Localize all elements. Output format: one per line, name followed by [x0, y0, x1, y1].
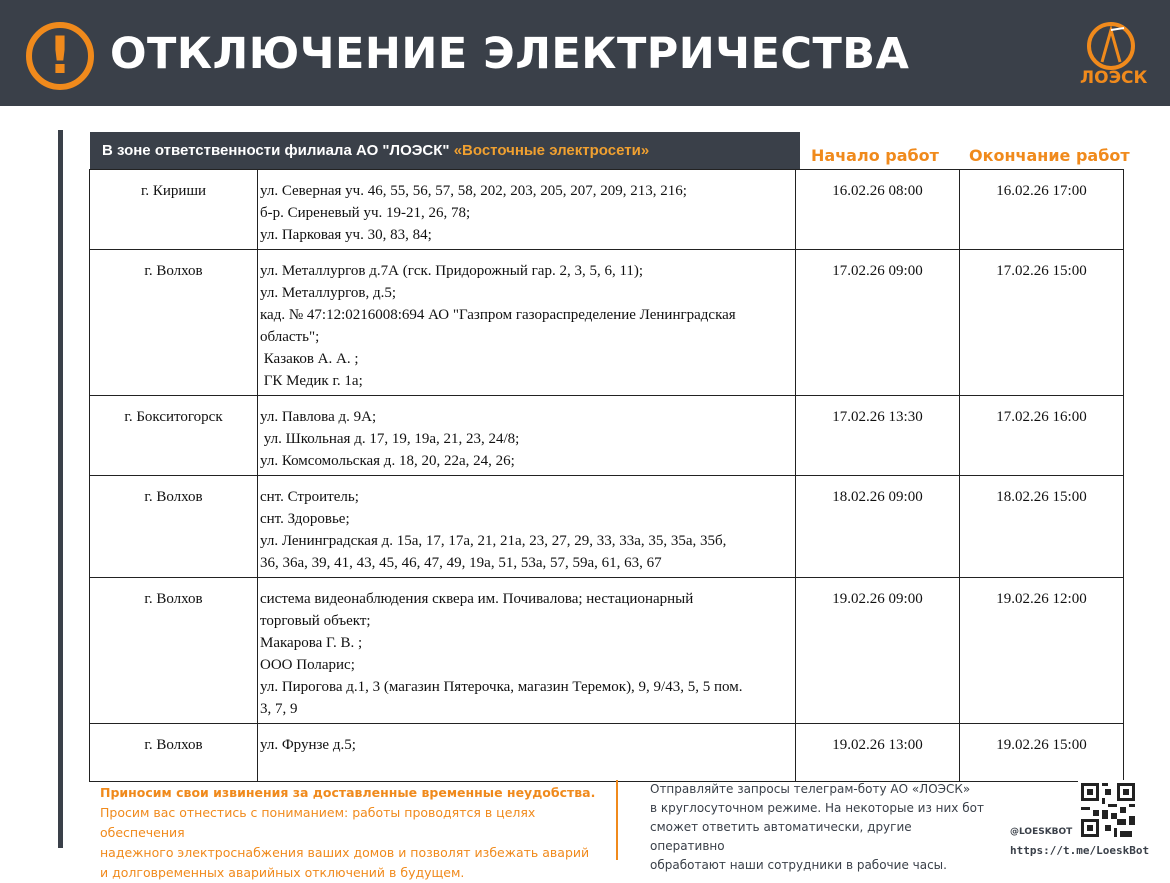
footer-divider — [616, 780, 618, 860]
apology-line: надежного электроснабжения ваших домов и позволят избежать аварий — [100, 845, 590, 860]
address-line: ул. Парковая уч. 30, 83, 84; — [260, 227, 432, 243]
footer-apology — [100, 783, 600, 883]
address-line: ул. Северная уч. 46, 55, 56, 57, 58, 202, 203, 205, 207, 209, 213, 216; — [260, 183, 687, 199]
address-line: ГК Медик г. 1а; — [260, 373, 363, 389]
cell-end-time: 19.02.26 15:00 — [960, 724, 1124, 782]
column-header-end: Окончание работ — [969, 146, 1130, 165]
cell-city: г. Волхов — [90, 578, 258, 724]
qr-code-icon[interactable] — [1078, 780, 1138, 840]
cell-end-time: 17.02.26 15:00 — [960, 250, 1124, 396]
column-header-start: Начало работ — [811, 146, 939, 165]
table-row — [90, 396, 1124, 476]
address-line: торговый объект; — [260, 613, 371, 629]
cell-city: г. Волхов — [90, 476, 258, 578]
cell-city: г. Волхов — [90, 250, 258, 396]
cell-start-time: 16.02.26 08:00 — [796, 170, 960, 250]
logo-text: ЛОЭСК — [1080, 68, 1148, 88]
left-accent-bar — [58, 130, 63, 848]
cell-address — [258, 476, 796, 578]
bot-url-link[interactable]: https://t.me/LoeskBot — [1010, 844, 1150, 857]
cell-address — [258, 250, 796, 396]
bot-info-line: в круглосуточном режиме. На некоторые из них бот — [650, 801, 984, 815]
cell-city: г. Волхов — [90, 724, 258, 782]
apology-line: и долговременных аварийных отключений в будущем. — [100, 865, 465, 880]
address-line: Казаков А. А. ; — [260, 351, 359, 367]
cell-address — [258, 578, 796, 724]
cell-address — [258, 724, 796, 782]
bot-info-line: обработают наши сотрудники в рабочие часы. — [650, 858, 947, 872]
cell-start-time: 18.02.26 09:00 — [796, 476, 960, 578]
zone-banner — [90, 132, 800, 170]
address-line: область"; — [260, 329, 320, 345]
bot-info-line: Отправляйте запросы телеграм-боту АО «ЛОЭСК» — [650, 782, 971, 796]
address-line: снт. Строитель; — [260, 489, 359, 505]
cell-start-time: 19.02.26 09:00 — [796, 578, 960, 724]
cell-address — [258, 170, 796, 250]
cell-address — [258, 396, 796, 476]
apology-heading: Приносим свои извинения за доставленные временные неудобства. — [100, 785, 596, 800]
zone-branch: «Восточные электросети» — [453, 142, 650, 159]
outage-table — [89, 169, 1124, 782]
address-line: ул. Металлургов д.7А (гск. Придорожный гар. 2, 3, 5, 6, 11); — [260, 263, 644, 279]
table-row — [90, 578, 1124, 724]
address-line: ул. Металлургов, д.5; — [260, 285, 397, 301]
address-line: Макарова Г. В. ; — [260, 635, 363, 651]
address-line: ул. Фрунзе д.5; — [260, 737, 356, 753]
apology-line: Просим вас отнестись с пониманием: работы проводятся в целях обеспечения — [100, 805, 536, 840]
cell-start-time: 17.02.26 13:30 — [796, 396, 960, 476]
bot-handle: @LOESKBOT — [1010, 827, 1073, 837]
warning-circle-icon: ! — [26, 22, 94, 90]
address-line: б-р. Сиреневый уч. 19-21, 26, 78; — [260, 205, 471, 221]
bot-info-line: сможет ответить автоматически, другие оперативно — [650, 820, 912, 853]
cell-end-time: 18.02.26 15:00 — [960, 476, 1124, 578]
zone-prefix: В зоне ответственности филиала АО "ЛОЭСК" — [102, 142, 450, 159]
address-line: система видеонаблюдения сквера им. Почивалова; нестационарный — [260, 591, 694, 607]
cell-city: г. Кириши — [90, 170, 258, 250]
address-line: ул. Ленинградская д. 15а, 17, 17а, 21, 21а, 23, 27, 29, 33, 33а, 35, 35а, 35б, — [260, 533, 727, 549]
address-line: кад. № 47:12:0216008:694 АО "Газпром газораспределение Ленинградская — [260, 307, 736, 323]
cell-start-time: 19.02.26 13:00 — [796, 724, 960, 782]
table-row — [90, 170, 1124, 250]
cell-end-time: 16.02.26 17:00 — [960, 170, 1124, 250]
address-line: 3, 7, 9 — [260, 701, 298, 717]
address-line: ул. Комсомольская д. 18, 20, 22а, 24, 26; — [260, 453, 515, 469]
cell-start-time: 17.02.26 09:00 — [796, 250, 960, 396]
footer-bot-info — [650, 780, 990, 875]
table-row — [90, 250, 1124, 396]
table-row — [90, 476, 1124, 578]
table-row — [90, 724, 1124, 782]
address-line: ООО Поларис; — [260, 657, 355, 673]
page-title: ОТКЛЮЧЕНИЕ ЭЛЕКТРИЧЕСТВА — [110, 29, 910, 79]
cell-city: г. Бокситогорск — [90, 396, 258, 476]
address-line: снт. Здоровье; — [260, 511, 350, 527]
address-line: 36, 36а, 39, 41, 43, 45, 46, 47, 49, 19а, 51, 53а, 57, 59а, 61, 63, 67 — [260, 555, 662, 571]
cell-end-time: 19.02.26 12:00 — [960, 578, 1124, 724]
cell-end-time: 17.02.26 16:00 — [960, 396, 1124, 476]
address-line: ул. Павлова д. 9А; — [260, 409, 377, 425]
header-bar — [0, 0, 1170, 106]
address-line: ул. Пирогова д.1, 3 (магазин Пятерочка, магазин Теремок), 9, 9/43, 5, 5 пом. — [260, 679, 743, 695]
address-line: ул. Школьная д. 17, 19, 19а, 21, 23, 24/8; — [260, 431, 520, 447]
